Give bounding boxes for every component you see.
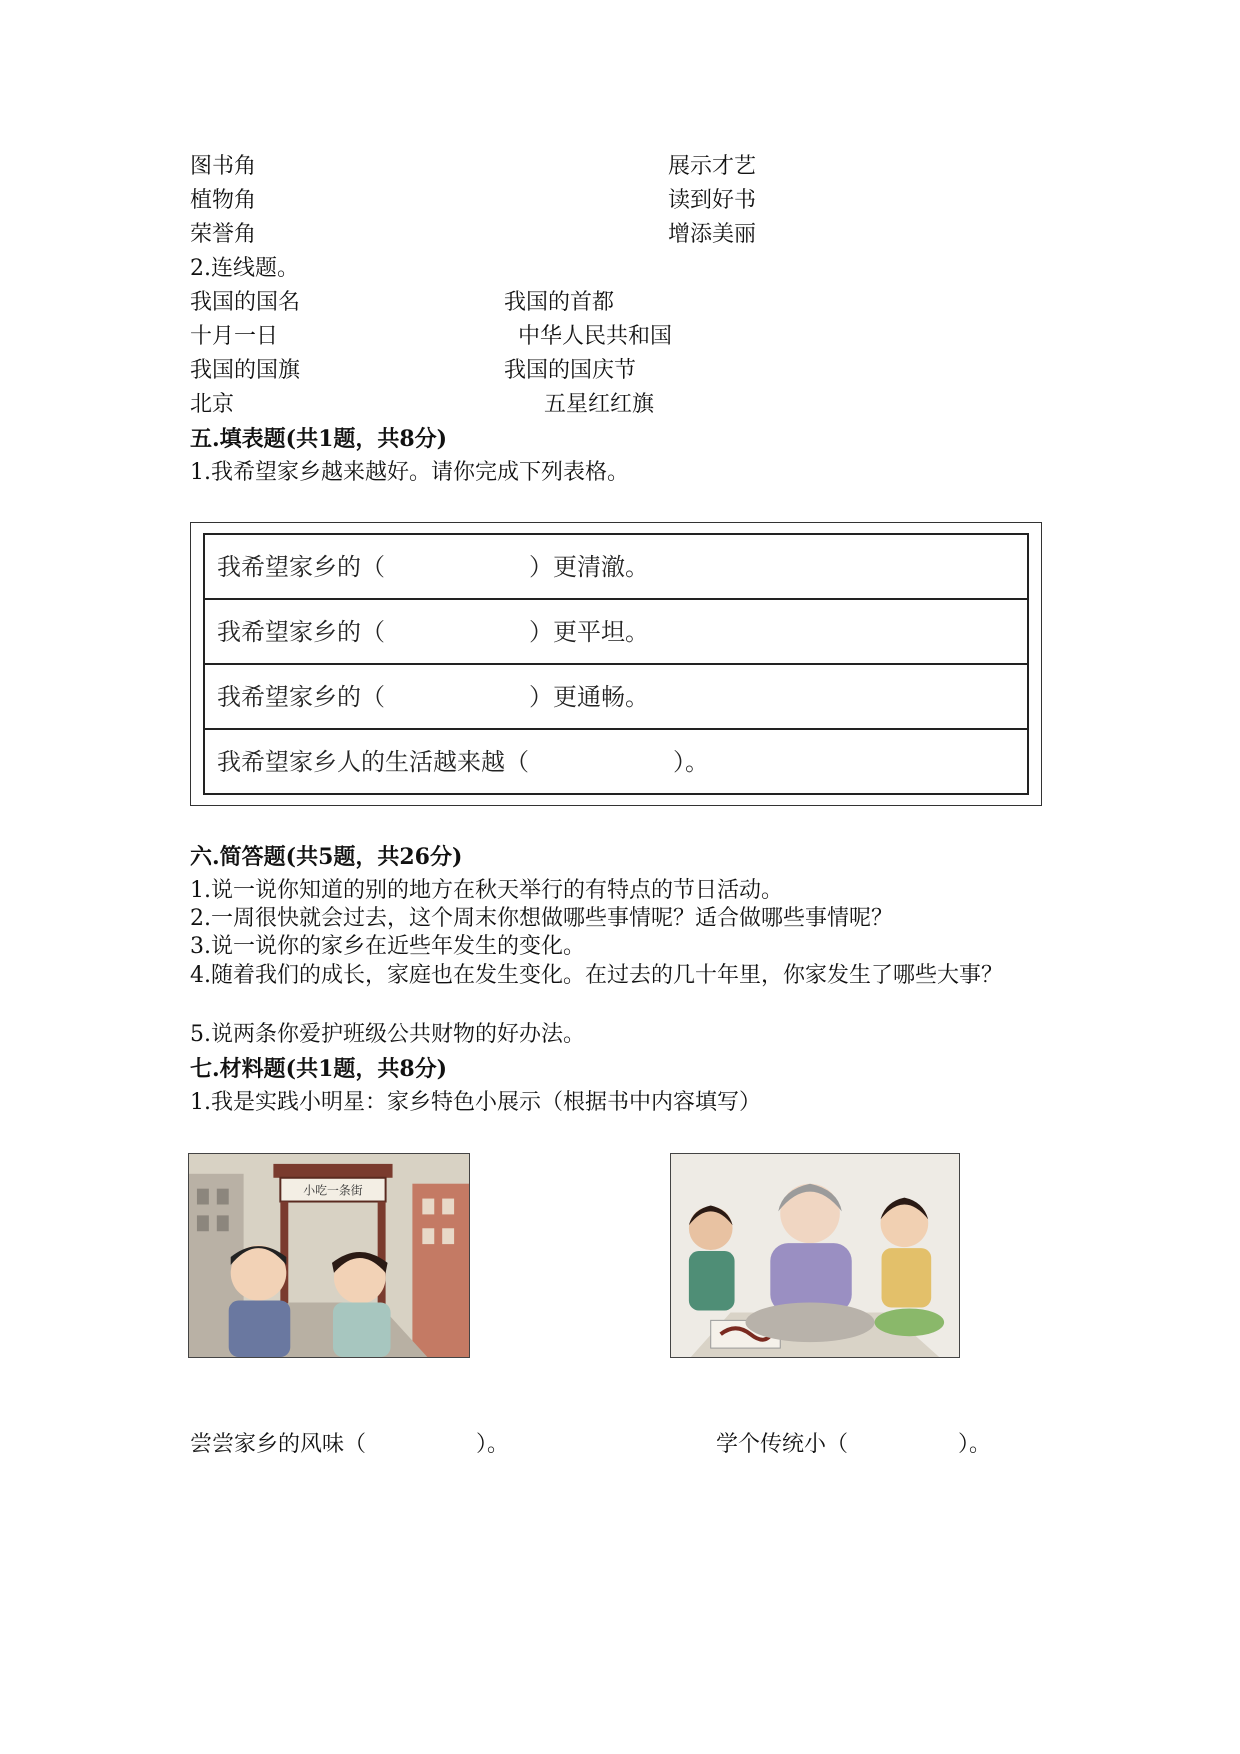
match2-left-3: 我国的国旗: [190, 358, 301, 383]
match1-right-2: 读到好书: [668, 188, 757, 213]
caption-traditional-craft: 学个传统小（ ）。: [716, 1432, 992, 1457]
match2-left-4: 北京: [190, 392, 235, 417]
match1-left-2: 植物角: [190, 188, 257, 213]
table-row: 我希望家乡的（ ）更通畅。: [205, 665, 1027, 730]
section6-question-3: 3.说一说你的家乡在近些年发生的变化。: [190, 934, 585, 959]
hope-table: [190, 522, 1042, 806]
table-row: 我希望家乡人的生活越来越（ ）。: [217, 748, 709, 776]
section6-question-2: 2.一周很快就会过去，这个周末你想做哪些事情呢？适合做哪些事情呢？: [190, 906, 893, 931]
match2-right-3: 我国的国庆节: [504, 358, 637, 383]
snack-street-illustration: [188, 1153, 470, 1358]
match2-right-4: 五星红红旗: [544, 392, 655, 417]
table-row: 我希望家乡的（ ）更清澈。: [205, 535, 1027, 600]
hope-table-inner: [203, 533, 1029, 795]
match2-right-2: 中华人民共和国: [518, 324, 673, 349]
match2-left-2: 十月一日: [190, 324, 279, 349]
match1-left-3: 荣誉角: [190, 222, 257, 247]
paper-cutting-illustration: [670, 1153, 960, 1358]
match1-right-1: 展示才艺: [668, 154, 757, 179]
section6-heading: 六.简答题(共5题，共26分): [190, 844, 463, 870]
section5-question: 1.我希望家乡越来越好。请你完成下列表格。: [190, 460, 629, 485]
match1-right-3: 增添美丽: [668, 222, 757, 247]
section7-question: 1.我是实践小明星：家乡特色小展示（根据书中内容填写）: [190, 1090, 761, 1115]
section6-question-1: 1.说一说你知道的别的地方在秋天举行的有特点的节日活动。: [190, 878, 783, 903]
section6-question-5: 5.说两条你爱护班级公共财物的好办法。: [190, 1022, 585, 1047]
match1-left-1: 图书角: [190, 154, 257, 179]
section5-heading: 五.填表题(共1题，共8分): [190, 426, 448, 452]
section6-question-4: 4.随着我们的成长，家庭也在发生变化。在过去的几十年里，你家发生了哪些大事？: [190, 963, 1003, 988]
caption-local-flavor: 尝尝家乡的风味（ ）。: [190, 1432, 510, 1457]
sign-text: 小吃一条街: [303, 1183, 363, 1198]
match2-title: 2.连线题。: [190, 256, 299, 281]
section7-heading: 七.材料题(共1题，共8分): [190, 1056, 448, 1082]
match2-left-1: 我国的国名: [190, 290, 301, 315]
match2-right-1: 我国的首都: [504, 290, 615, 315]
table-row: 我希望家乡的（ ）更平坦。: [205, 600, 1027, 665]
